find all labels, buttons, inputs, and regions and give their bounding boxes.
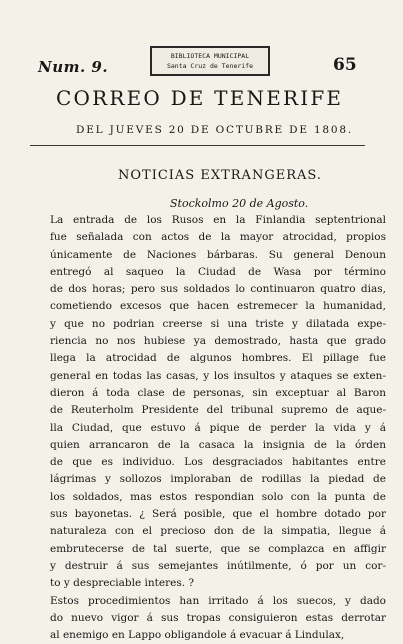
article-line: embrutecerse de tal suerte, que se complazca en affigir xyxy=(50,542,386,555)
article-line: de que es individuo. Los desgraciados habitantes entre xyxy=(50,456,386,469)
article-line: cometiendo excesos que hacen estremecer la humanidad, xyxy=(50,300,386,313)
issue-number: Num. 9. xyxy=(38,58,109,76)
article-line: los soldados, mas estos respondian solo con la punta de xyxy=(50,490,386,503)
article-line: al enemigo en Lappo obligandole á evacuar á Lindulax, xyxy=(50,629,345,642)
article-line: lágrimas y sollozos imploraban de rodillas la piedad de xyxy=(50,473,386,486)
article-line: fue señalada con actos de la mayor atrocidad, propios xyxy=(50,231,386,244)
article-line: naturaleza con el precioso don de la simpatia, llegue á xyxy=(50,525,386,538)
library-stamp xyxy=(150,46,270,76)
article-body xyxy=(50,212,386,644)
article-line: riencia no nos hubiese ya demostrado, hasta que grado xyxy=(50,335,386,348)
article-line: do nuevo vigor á sus tropas consiguieron estas derrotar xyxy=(50,611,386,624)
article-line: sus bayonetas. ¿ Será posible, que el hombre dotado por xyxy=(50,508,386,521)
article-dateline: Stockolmo 20 de Agosto. xyxy=(170,197,309,210)
stamp-line-1: BIBLIOTECA MUNICIPAL xyxy=(170,52,250,60)
page-number: 65 xyxy=(333,55,357,75)
article-line: de Reuterholm Presidente del tribunal supremo de aque- xyxy=(50,404,386,417)
article-line: entregó al saqueo la Ciudad de Wasa por término xyxy=(50,265,386,278)
stamp-line-2: Santa Cruz de Tenerife xyxy=(166,62,254,70)
article-line: y destruir á sus semejantes inútilmente, ó por un cor- xyxy=(50,559,386,572)
article-line: y que no podrian creerse si una triste y dilatada expe- xyxy=(50,317,386,330)
article-line: to y despreciable interes. ? xyxy=(50,577,195,590)
article-line: general en todas las casas, y los insultos y ataques se exten- xyxy=(50,369,386,382)
article-line: Estos procedimientos han irritado á los suecos, y dado xyxy=(50,594,386,607)
issue-date: DEL JUEVES 20 DE OCTUBRE DE 1808. xyxy=(76,124,354,136)
header-rule xyxy=(30,145,365,146)
section-heading: NOTICIAS EXTRANGERAS. xyxy=(118,168,322,183)
article-line: quien arrancaron de la casaca la insignia de la órden xyxy=(50,438,386,451)
article-line: lla Ciudad, que estuvo á pique de perder la vida y á xyxy=(50,421,386,434)
article-line: de dos horas; pero sus soldados lo continuaron quatro dias, xyxy=(50,283,386,296)
newspaper-title: CORREO DE TENERIFE xyxy=(56,86,344,110)
article-line: La entrada de los Rusos en la Finlandia septentrional xyxy=(50,214,386,226)
article-line: llega la atrocidad de algunos hombres. El pillage fue xyxy=(50,352,386,365)
article-line: dieron á toda clase de personas, sin exceptuar al Baron xyxy=(50,386,386,399)
article-line: únicamente de Naciones bárbaras. Su general Denoun xyxy=(50,248,386,261)
